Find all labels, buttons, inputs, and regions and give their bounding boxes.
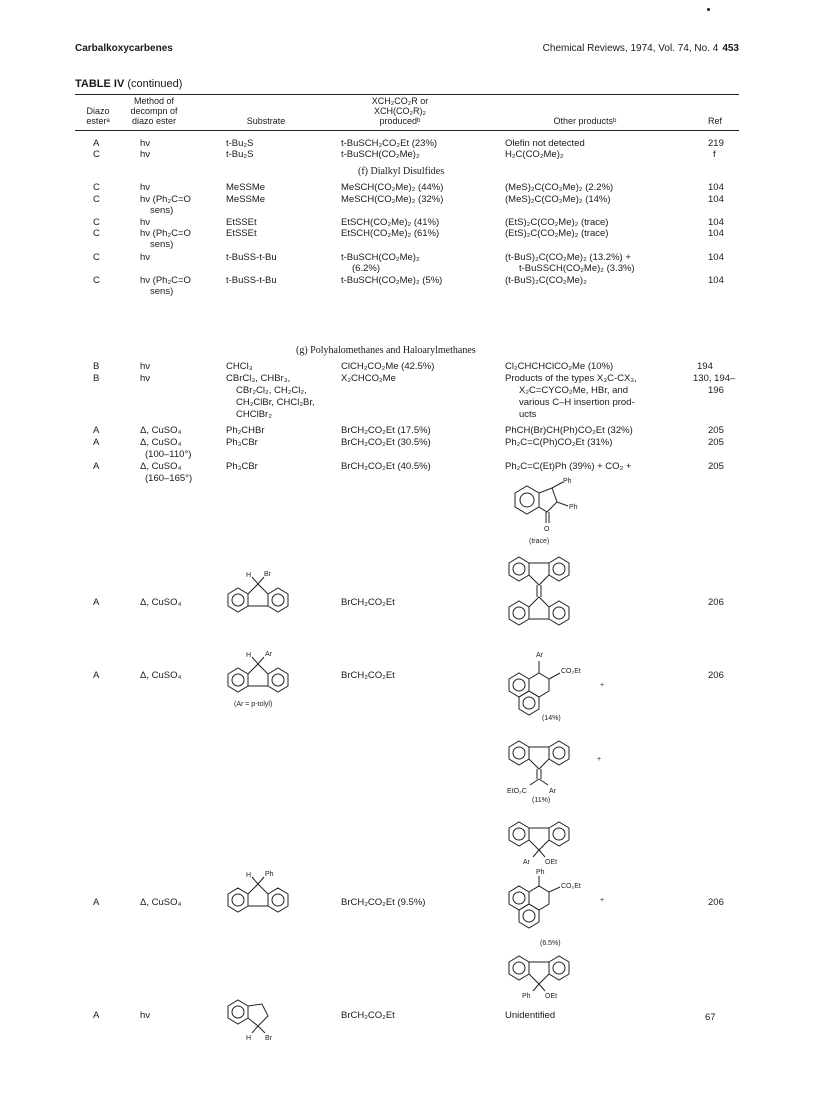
row-8-other: Cl₂CHCHClCO₂Me (10%) bbox=[505, 361, 614, 372]
arylbromofluorene-h-label: H bbox=[246, 652, 252, 659]
row-1-other: H₂C(CO₂Me)₂ bbox=[505, 149, 564, 160]
row-11-ref: 205 bbox=[708, 437, 724, 448]
row-4-other: (EtS)₂C(CO₂Me)₂ (trace) bbox=[505, 217, 609, 228]
row-14-ester: A bbox=[93, 670, 100, 681]
row-2-method: hν bbox=[140, 182, 151, 193]
phenanthrene-aromatic-3 bbox=[523, 697, 535, 709]
row-5-other: (EtS)₂C(CO₂Me)₂ (trace) bbox=[505, 228, 609, 239]
phenanthrene-plus: + bbox=[600, 682, 605, 689]
row-6-ref: 104 bbox=[708, 252, 724, 263]
ph-phenanthrene-ph-label: Ph bbox=[536, 869, 545, 876]
bifluorenylidene-ring-4 bbox=[549, 601, 569, 625]
row-10-ref: 205 bbox=[708, 425, 724, 436]
col-header-method-1: Method of bbox=[133, 96, 175, 106]
arylbromofluorene-ar-bond bbox=[258, 657, 264, 664]
row-9-method: hν bbox=[140, 373, 151, 384]
row-6-substrate: t-BuSS-t-Bu bbox=[226, 252, 277, 263]
phenanthrene-ester-bond bbox=[549, 673, 560, 679]
row-7-ref: 104 bbox=[708, 275, 724, 286]
ph-ethoxyfluorene-aromatic-2 bbox=[553, 962, 565, 974]
row-16-ref: 67 bbox=[705, 1012, 716, 1023]
ethoxyfluorene-ring-1 bbox=[509, 822, 529, 846]
row-7-other: (t-BuS)₂C(CO₂Me)₂ bbox=[505, 275, 587, 286]
ph-phenanthrene-ring-2 bbox=[529, 886, 549, 910]
fluorenylidene-ar-label: Ar bbox=[549, 788, 556, 795]
row-10-substrate: Ph₂CHBr bbox=[226, 425, 265, 436]
bromoindane-benzo-ring bbox=[228, 1000, 248, 1024]
ethoxyfluorene-ring-2 bbox=[549, 822, 569, 846]
row-1-substrate: t-Bu₂S bbox=[226, 149, 254, 160]
row-7-method-2: sens) bbox=[150, 286, 174, 297]
row-0-ref: 219 bbox=[708, 138, 724, 149]
row-6-ester: C bbox=[93, 252, 100, 263]
row-10-ester: A bbox=[93, 425, 100, 436]
row-12-other: Ph₂C=C(Et)Ph (39%) + CO₂ + bbox=[505, 461, 632, 472]
bromofluorene-left-aromatic bbox=[232, 594, 244, 606]
phenanthrene-ar-label: Ar bbox=[536, 652, 543, 659]
phenanthrene-co2et-label: CO₂Et bbox=[561, 668, 581, 675]
col-header-diazo bbox=[78, 106, 118, 126]
row-5-ref: 104 bbox=[708, 228, 724, 239]
arylbromofluorene-bridge bbox=[248, 664, 268, 674]
row-5-product: EtSCH(CO₂Me)₂ (61%) bbox=[341, 228, 440, 239]
ph-ethoxyfluorene-aromatic-1 bbox=[513, 962, 525, 974]
ph-ethoxyfluorene-oet-bond bbox=[539, 984, 545, 991]
bromofluorene-left-ring bbox=[228, 588, 248, 612]
phenyl-ethoxyfluorene-structure bbox=[505, 952, 585, 1002]
ph-phenanthrene-plus: + bbox=[600, 897, 605, 904]
row-9-product: X₂CHCO₂Me bbox=[341, 373, 396, 384]
phenyl-phenanthrene-ester-structure bbox=[505, 868, 615, 948]
row-8-product: ClCH₂CO₂Me (42.5%) bbox=[341, 361, 435, 372]
table-top-rule bbox=[75, 94, 739, 95]
bromoindane-br-label: Br bbox=[265, 1035, 272, 1042]
row-9-other: Products of the types X₃C-CX₃, bbox=[505, 373, 637, 384]
row-1-ref: f bbox=[713, 149, 716, 160]
col-header-product bbox=[345, 96, 455, 126]
ethoxyfluorene-aromatic-1 bbox=[513, 828, 525, 840]
row-3-substrate: MeSSMe bbox=[226, 194, 266, 205]
row-15-ester: A bbox=[93, 897, 100, 908]
ethoxyfluorene-oet-label: OEt bbox=[545, 859, 558, 866]
col-header-product-1: XCH₂CO₂R or bbox=[371, 96, 429, 106]
row-3-ref: 104 bbox=[708, 194, 724, 205]
col-header-method-2: decompn of bbox=[130, 106, 178, 116]
phenylfluorene-h-label: H bbox=[246, 872, 252, 879]
phenylfluorene-bridge bbox=[248, 884, 268, 894]
ph-ethoxyfluorene-ring-1 bbox=[509, 956, 529, 980]
row-5-method-2: sens) bbox=[150, 239, 174, 250]
bifluorenylidene-bridge-2 bbox=[529, 597, 549, 607]
indenone-five-ring bbox=[539, 488, 557, 512]
row-12-ref: 205 bbox=[708, 461, 724, 472]
col-header-substrate: Substrate bbox=[246, 116, 286, 126]
row-0-ester: A bbox=[93, 138, 100, 149]
indenone-aromatic-circle bbox=[520, 493, 534, 507]
row-12-substrate: Ph₃CBr bbox=[226, 461, 258, 472]
row-7-ester: C bbox=[93, 275, 100, 286]
running-header-journal bbox=[543, 43, 739, 54]
row-9-substrate-4: CHClBr₂ bbox=[236, 409, 272, 420]
row-11-other: Ph₂C=C(Ph)CO₂Et (31%) bbox=[505, 437, 613, 448]
table-caption bbox=[75, 78, 182, 90]
fluorenylidene-ester-bond bbox=[530, 779, 539, 785]
ethoxyfluorene-aromatic-2 bbox=[553, 828, 565, 840]
row-3-product: MeSCH(CO₂Me)₂ (32%) bbox=[341, 194, 444, 205]
row-6-other-2: t-BuSSCH(CO₂Me)₂ (3.3%) bbox=[519, 263, 635, 274]
row-9-other-3: various C–H insertion prod- bbox=[519, 397, 635, 408]
phenylfluorene-right-aromatic bbox=[272, 894, 284, 906]
arylbromofluorene-left-ring bbox=[228, 668, 248, 692]
phenylfluorene-ph-bond bbox=[258, 877, 264, 884]
row-4-ref: 104 bbox=[708, 217, 724, 228]
indenone-ph-label-1: Ph bbox=[563, 478, 572, 485]
fluorenylidene-ar-bond bbox=[539, 779, 548, 785]
bromofluorene-h-label: H bbox=[246, 572, 252, 579]
row-16-method: hν bbox=[140, 1010, 151, 1021]
indenone-ph-bond-1 bbox=[552, 482, 563, 488]
row-16-other: Unidentified bbox=[505, 1010, 556, 1021]
bromoindane-h-bond bbox=[252, 1026, 258, 1033]
indenone-benzo-ring bbox=[515, 486, 539, 514]
ph-ethoxyfluorene-ring-2 bbox=[549, 956, 569, 980]
journal-citation: Chemical Reviews, 1974, Vol. 74, No. 4 bbox=[542, 43, 719, 54]
row-6-method: hν bbox=[140, 252, 151, 263]
row-2-other: (MeS)₂C(CO₂Me)₂ (2.2%) bbox=[505, 182, 614, 193]
ethoxyfluorene-ar-label: Ar bbox=[523, 859, 530, 866]
row-7-substrate: t-BuSS-t-Bu bbox=[226, 275, 277, 286]
row-8-substrate: CHCl₃ bbox=[226, 361, 253, 372]
aryl-phenanthrene-ester-structure bbox=[505, 645, 615, 725]
phenanthrene-aromatic-1 bbox=[513, 679, 525, 691]
row-12-method: Δ, CuSO₄ bbox=[140, 461, 182, 472]
indenone-ph-label-2: Ph bbox=[569, 504, 578, 511]
ph-ethoxyfluorene-oet-label: OEt bbox=[545, 993, 558, 1000]
ph-phenanthrene-ester-bond bbox=[549, 887, 560, 892]
bromoindane-h-label: H bbox=[246, 1035, 252, 1042]
arylbromofluorene-ar-label: Ar bbox=[265, 651, 272, 658]
fluorenylidene-aromatic-1 bbox=[513, 747, 525, 759]
bifluorenylidene-ring-3 bbox=[509, 601, 529, 625]
row-9-ref-2: 196 bbox=[708, 385, 724, 396]
indenone-ph-bond-2 bbox=[557, 502, 568, 506]
row-9-substrate-3: CH₂ClBr, CHCl₂Br, bbox=[236, 397, 315, 408]
aryl-ethoxyfluorene-structure bbox=[505, 818, 585, 868]
fluorenylidene-bridge bbox=[529, 759, 549, 769]
row-13-product: BrCH₂CO₂Et bbox=[341, 597, 395, 608]
row-4-ester: C bbox=[93, 217, 100, 228]
row-11-method: Δ, CuSO₄ bbox=[140, 437, 182, 448]
row-13-method: Δ, CuSO₄ bbox=[140, 597, 182, 608]
row-9-substrate: CBrCl₃, CHBr₃, bbox=[226, 373, 291, 384]
row-2-ester: C bbox=[93, 182, 100, 193]
col-header-ref: Ref bbox=[707, 116, 722, 126]
phenanthrene-ring-3 bbox=[519, 691, 539, 715]
row-0-other: Olefin not detected bbox=[505, 138, 585, 149]
row-0-method: hν bbox=[140, 138, 151, 149]
bifluorenylidene-aromatic-3 bbox=[513, 607, 525, 619]
row-15-yield-65: (6.5%) bbox=[540, 940, 561, 947]
bifluorenylidene-ring-2 bbox=[549, 557, 569, 581]
row-7-product: t-BuSCH(CO₂Me)₂ (5%) bbox=[341, 275, 443, 286]
row-0-substrate: t-Bu₂S bbox=[226, 138, 254, 149]
bromofluorene-h-bond bbox=[252, 577, 258, 584]
row-8-ester: B bbox=[93, 361, 100, 372]
row-0-product: t-BuSCH₂CO₂Et (23%) bbox=[341, 138, 438, 149]
bifluorenylidene-aromatic-2 bbox=[553, 563, 565, 575]
row-11-product: BrCH₂CO₂Et (30.5%) bbox=[341, 437, 431, 448]
col-header-method-3: diazo ester bbox=[131, 116, 177, 126]
row-15-ref: 206 bbox=[708, 897, 724, 908]
bromofluorene-right-aromatic bbox=[272, 594, 284, 606]
bromoindane-five-ring bbox=[248, 1004, 268, 1026]
page-number: 453 bbox=[722, 43, 739, 54]
row-6-product-2: (6.2%) bbox=[352, 263, 380, 274]
table-caption-continued: (continued) bbox=[124, 78, 183, 90]
fluorenylidene-ring-1 bbox=[509, 741, 529, 765]
row-11-ester: A bbox=[93, 437, 100, 448]
row-14-yield-14: (14%) bbox=[542, 715, 561, 722]
row-1-ester: C bbox=[93, 149, 100, 160]
col-header-method bbox=[119, 96, 189, 126]
phenylfluorene-left-ring bbox=[228, 888, 248, 912]
row-9-other-4: ucts bbox=[519, 409, 537, 420]
arylbromofluorene-structure bbox=[224, 648, 304, 710]
ph-ethoxyfluorene-ph-label: Ph bbox=[522, 993, 531, 1000]
row-3-method: hν (Ph₂C=O bbox=[140, 194, 191, 205]
ethoxyfluorene-ar-bond bbox=[533, 850, 539, 857]
indenone-structure bbox=[505, 475, 585, 545]
row-16-product: BrCH₂CO₂Et bbox=[341, 1010, 395, 1021]
row-4-substrate: EtSSEt bbox=[226, 217, 257, 228]
ph-phenanthrene-ring-1 bbox=[509, 886, 529, 910]
bromofluorene-br-bond bbox=[258, 577, 264, 584]
row-13-ref: 206 bbox=[708, 597, 724, 608]
row-10-other: PhCH(Br)CH(Ph)CO₂Et (32%) bbox=[505, 425, 633, 436]
phenylfluorene-h-bond bbox=[252, 877, 258, 884]
table-header-rule bbox=[75, 130, 739, 131]
bifluorenylidene-structure bbox=[505, 553, 575, 633]
row-10-product: BrCH₂CO₂Et (17.5%) bbox=[341, 425, 431, 436]
bromofluorene-right-ring bbox=[268, 588, 288, 612]
phenanthrene-ring-1 bbox=[509, 673, 529, 697]
col-header-diazo-2: esterᵃ bbox=[86, 116, 110, 126]
ph-phenanthrene-ring-3 bbox=[519, 904, 539, 928]
col-header-product-2: XCH(CO₂R)₂ bbox=[374, 106, 426, 116]
col-header-product-3: producedᵇ bbox=[379, 116, 421, 126]
row-9-substrate-2: CBr₂Cl₂, CH₂Cl₂, bbox=[236, 385, 307, 396]
row-2-ref: 104 bbox=[708, 182, 724, 193]
fluorenylidene-plus: + bbox=[597, 756, 602, 763]
row-3-ester: C bbox=[93, 194, 100, 205]
row-11-substrate: Ph₃CBr bbox=[226, 437, 258, 448]
row-13-ester: A bbox=[93, 597, 100, 608]
row-9-other-2: X₂C=CYCO₂Me, HBr, and bbox=[519, 385, 629, 396]
bifluorenylidene-aromatic-1 bbox=[513, 563, 525, 575]
row-8-method: hν bbox=[140, 361, 151, 372]
bifluorenylidene-bridge-1 bbox=[529, 575, 549, 585]
fluorenylidene-ester-structure bbox=[505, 737, 615, 807]
ph-phenanthrene-aromatic-1 bbox=[513, 892, 525, 904]
bromoindane-aromatic bbox=[232, 1006, 244, 1018]
arylbromofluorene-note: (Ar = p-tolyl) bbox=[234, 701, 273, 708]
ethoxyfluorene-bridge bbox=[529, 840, 549, 850]
row-5-method: hν (Ph₂C=O bbox=[140, 228, 191, 239]
row-5-ester: C bbox=[93, 228, 100, 239]
row-2-substrate: MeSSMe bbox=[226, 182, 266, 193]
indenone-trace-label: (trace) bbox=[529, 538, 550, 545]
row-12-method-2: (160–165°) bbox=[145, 473, 193, 484]
row-4-method: hν bbox=[140, 217, 151, 228]
row-10-method: Δ, CuSO₄ bbox=[140, 425, 182, 436]
ph-phenanthrene-co2et-label: CO₂Et bbox=[561, 883, 581, 890]
row-2-product: MeSCH(CO₂Me)₂ (44%) bbox=[341, 182, 444, 193]
row-12-product: BrCH₂CO₂Et (40.5%) bbox=[341, 461, 431, 472]
table-caption-label: TABLE IV bbox=[75, 78, 125, 90]
row-15-method: Δ, CuSO₄ bbox=[140, 897, 182, 908]
col-header-diazo-1: Diazo bbox=[86, 106, 110, 116]
row-14-product: BrCH₂CO₂Et bbox=[341, 670, 395, 681]
bromoindane-br-bond bbox=[258, 1026, 265, 1033]
ph-phenanthrene-aromatic-3 bbox=[523, 910, 535, 922]
phenylfluorene-structure bbox=[224, 868, 294, 918]
row-8-ref: 194 bbox=[697, 361, 713, 372]
running-header-title: Carbalkoxycarbenes bbox=[75, 43, 173, 54]
row-14-method: Δ, CuSO₄ bbox=[140, 670, 182, 681]
fluorenylidene-aromatic-2 bbox=[553, 747, 565, 759]
row-1-product: t-BuSCH(CO₂Me)₂ bbox=[341, 149, 420, 160]
arylbromofluorene-left-aromatic bbox=[232, 674, 244, 686]
phenylfluorene-left-aromatic bbox=[232, 894, 244, 906]
row-11-method-2: (100–110°) bbox=[145, 449, 192, 460]
page-speck bbox=[707, 8, 710, 11]
row-1-method: hν bbox=[140, 149, 151, 160]
row-14-ref: 206 bbox=[708, 670, 724, 681]
fluorenylidene-eto2c-label: EtO₂C bbox=[507, 788, 527, 795]
row-9-ref: 130, 194– bbox=[693, 373, 736, 384]
bromofluorene-bridge bbox=[248, 584, 268, 594]
phenylfluorene-ph-label: Ph bbox=[265, 871, 274, 878]
fluorenylidene-ring-2 bbox=[549, 741, 569, 765]
indenone-oxygen-label: O bbox=[544, 526, 550, 533]
phenanthrene-ring-2 bbox=[529, 673, 549, 697]
ph-ethoxyfluorene-ph-bond bbox=[533, 984, 539, 991]
row-16-ester: A bbox=[93, 1010, 100, 1021]
row-15-product: BrCH₂CO₂Et (9.5%) bbox=[341, 897, 426, 908]
row-4-product: EtSCH(CO₂Me)₂ (41%) bbox=[341, 217, 440, 228]
ethoxyfluorene-oet-bond bbox=[539, 850, 545, 857]
bromofluorene-br-label: Br bbox=[264, 571, 271, 578]
row-6-other: (t-BuS)₂C(CO₂Me)₂ (13.2%) + bbox=[505, 252, 631, 263]
phenylfluorene-right-ring bbox=[268, 888, 288, 912]
arylbromofluorene-right-ring bbox=[268, 668, 288, 692]
row-6-product: t-BuSCH(CO₂Me)₂ bbox=[341, 252, 420, 263]
row-14-yield-11: (11%) bbox=[532, 797, 551, 804]
bromofluorene-structure bbox=[224, 568, 294, 618]
row-7-method: hν (Ph₂C=O bbox=[140, 275, 191, 286]
bromoindane-structure bbox=[224, 998, 294, 1048]
arylbromofluorene-h-bond bbox=[252, 657, 258, 664]
row-9-ester: B bbox=[93, 373, 100, 384]
ph-ethoxyfluorene-bridge bbox=[529, 974, 549, 984]
row-3-other: (MeS)₂C(CO₂Me)₂ (14%) bbox=[505, 194, 611, 205]
row-12-ester: A bbox=[93, 461, 100, 472]
row-3-method-2: sens) bbox=[150, 205, 174, 216]
bifluorenylidene-aromatic-4 bbox=[553, 607, 565, 619]
section-g-heading: (g) Polyhalomethanes and Haloarylmethanes bbox=[296, 345, 476, 356]
row-5-substrate: EtSSEt bbox=[226, 228, 257, 239]
bifluorenylidene-ring-1 bbox=[509, 557, 529, 581]
arylbromofluorene-right-aromatic bbox=[272, 674, 284, 686]
section-f-heading: (f) Dialkyl Disulfides bbox=[358, 166, 445, 177]
col-header-other: Other productsᵇ bbox=[553, 116, 617, 126]
